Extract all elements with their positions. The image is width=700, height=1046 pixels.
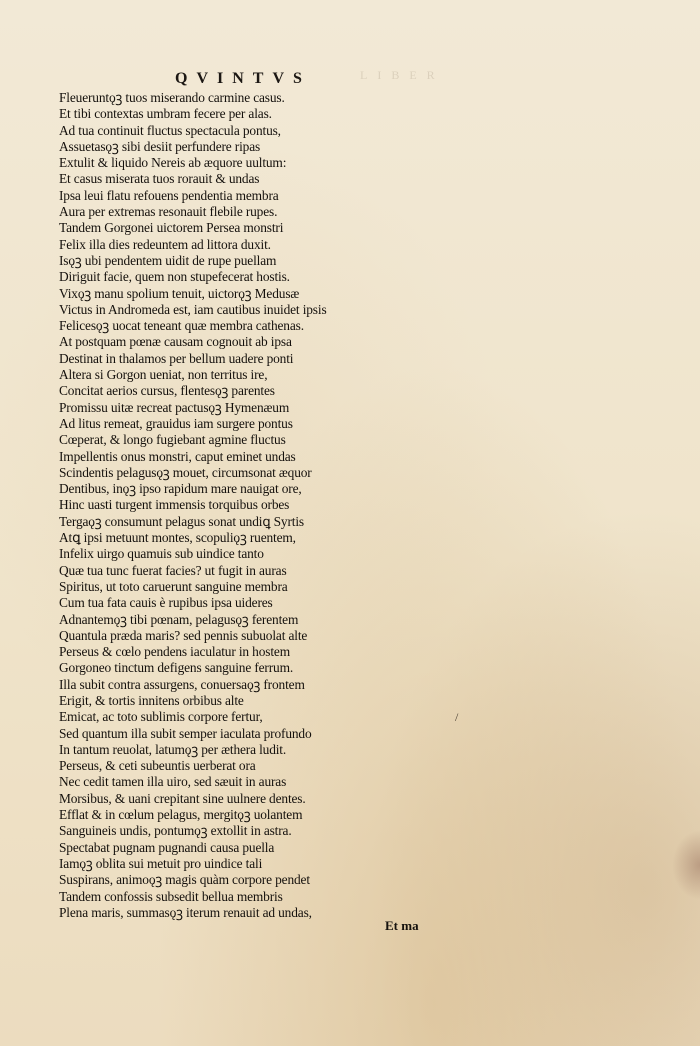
verse-line: Morsibus, & uani crepitant sine uulnere dentes.: [59, 790, 306, 806]
verse-line: Cœperat, & longo fugiebant agmine fluctus: [59, 432, 286, 448]
verse-line: Sanguineis undis, pontumǫꝫ extollit in astra.: [59, 823, 292, 839]
verse-line: Assuetasǫꝫ sibi desiit perfundere ripas: [59, 138, 261, 154]
verse-line: Concitat aerios cursus, flentesǫꝫ parentes: [59, 383, 275, 399]
verse-line: In tantum reuolat, latumǫꝫ per æthera ludit.: [59, 741, 287, 757]
verse-line: At postquam pœnæ causam cognouit ab ipsa: [59, 334, 292, 350]
verse-line: Gorgoneo tinctum defigens sanguine ferrum.: [59, 660, 294, 676]
verse-line: Iamǫꝫ oblita sui metuit pro uindice tali: [59, 855, 263, 871]
verse-line: Fleueruntǫꝫ tuos miserando carmine casus.: [59, 90, 285, 105]
verse-line: Promissu uitæ recreat pactusǫꝫ Hymenæum: [59, 399, 290, 415]
verse-line: Et casus miserata tuos rorauit & undas: [59, 171, 260, 187]
verse-line: Emicat, ac toto sublimis corpore fertur,: [59, 709, 263, 725]
marginal-mark: /: [455, 710, 459, 724]
verse-line: Vixǫꝫ manu spolium tenuit, uictorǫꝫ Medusæ: [59, 285, 300, 301]
verse-line: Spiritus, ut toto caruerunt sanguine membra: [59, 578, 288, 594]
verse-line: Quantula præda maris? sed pennis subuolat alte: [59, 627, 308, 643]
verse-line: Efflat & in cœlum pelagus, mergitǫꝫ uolantem: [59, 807, 303, 823]
verse-line: Tergaǫꝫ consumunt pelagus sonat undiꝗ Syrtis: [59, 513, 304, 529]
verse-line: Sed quantum illa subit semper iaculata profundo: [59, 725, 312, 741]
verse-line: Spectabat pugnam pugnandi causa puella: [59, 839, 275, 855]
verse-line: Ad litus remeat, grauidus iam surgere pontus: [59, 415, 293, 431]
verse-line: Tandem Gorgonei uictorem Persea monstri: [59, 220, 284, 236]
verse-line: Diriguit facie, quem non stupefecerat hostis.: [59, 269, 290, 285]
verse-line: Infelix uirgo quamuis sub uindice tanto: [59, 546, 264, 562]
verse-line: Extulit & liquido Nereis ab æquore uultum:: [59, 155, 287, 171]
verse-line: Plena maris, summasǫꝫ iterum renauit ad undas,: [59, 904, 312, 920]
verse-line: Hinc uasti turgent immensis torquibus orbes: [59, 497, 290, 513]
verse-line: Altera si Gorgon ueniat, non territus ire,: [59, 367, 268, 383]
verse-line: Quæ tua tunc fuerat facies? ut fugit in auras: [59, 562, 287, 578]
verse-block: [59, 90, 389, 921]
verse-line: Isǫꝫ ubi pendentem uidit de rupe puellam: [59, 252, 277, 268]
verse-line: Scindentis pelagusǫꝫ mouet, circumsonat æquor: [59, 464, 312, 480]
verse-line: Suspirans, animoǫꝫ magis quàm corpore pendet: [59, 872, 310, 888]
page-stain: [672, 830, 700, 900]
show-through-text: LIBER: [360, 68, 445, 82]
verse-line: Ipsa leui flatu refouens pendentia membra: [59, 187, 279, 203]
verse-line: Atꝗ ipsi metuunt montes, scopuliǫꝫ ruentem,: [59, 530, 296, 546]
verse-line: Tandem confossis subsedit bellua membris: [59, 888, 283, 904]
verse-line: Ad tua continuit fluctus spectacula pontus,: [59, 122, 281, 138]
verse-line: Nec cedit tamen illa uiro, sed sæuit in auras: [59, 774, 287, 790]
verse-line: Erigit, & tortis innitens orbibus alte: [59, 692, 244, 708]
verse-line: Perseus & cœlo pendens iaculatur in hostem: [59, 644, 290, 660]
verse-line: Felix illa dies redeuntem ad littora duxit.: [59, 236, 271, 252]
catchword: Et ma: [385, 918, 419, 933]
verse-line: Aura per extremas resonauit flebile rupes.: [59, 204, 278, 220]
verse-line: Destinat in thalamos per bellum uadere ponti: [59, 350, 294, 366]
verse-line: Perseus, & ceti subeuntis uerberat ora: [59, 758, 256, 774]
running-head: QVINTVS: [175, 70, 311, 87]
verse-line: Victus in Andromeda est, iam cautibus inuidet ipsis: [59, 301, 327, 317]
verse-line: Illa subit contra assurgens, conuersaǫꝫ frontem: [59, 676, 305, 692]
verse-line: Adnantemǫꝫ tibi pœnam, pelagusǫꝫ ferentem: [59, 611, 299, 627]
verse-line: Felicesǫꝫ uocat teneant quæ membra cathenas.: [59, 318, 304, 334]
verse-line: Impellentis onus monstri, caput eminet undas: [59, 448, 296, 464]
verse-line: Cum tua fata cauis è rupibus ipsa uideres: [59, 595, 273, 611]
verse-line: Dentibus, inǫꝫ ipso rapidum mare nauigat ore,: [59, 481, 302, 497]
verse-line: Et tibi contextas umbram fecere per alas.: [59, 106, 272, 122]
